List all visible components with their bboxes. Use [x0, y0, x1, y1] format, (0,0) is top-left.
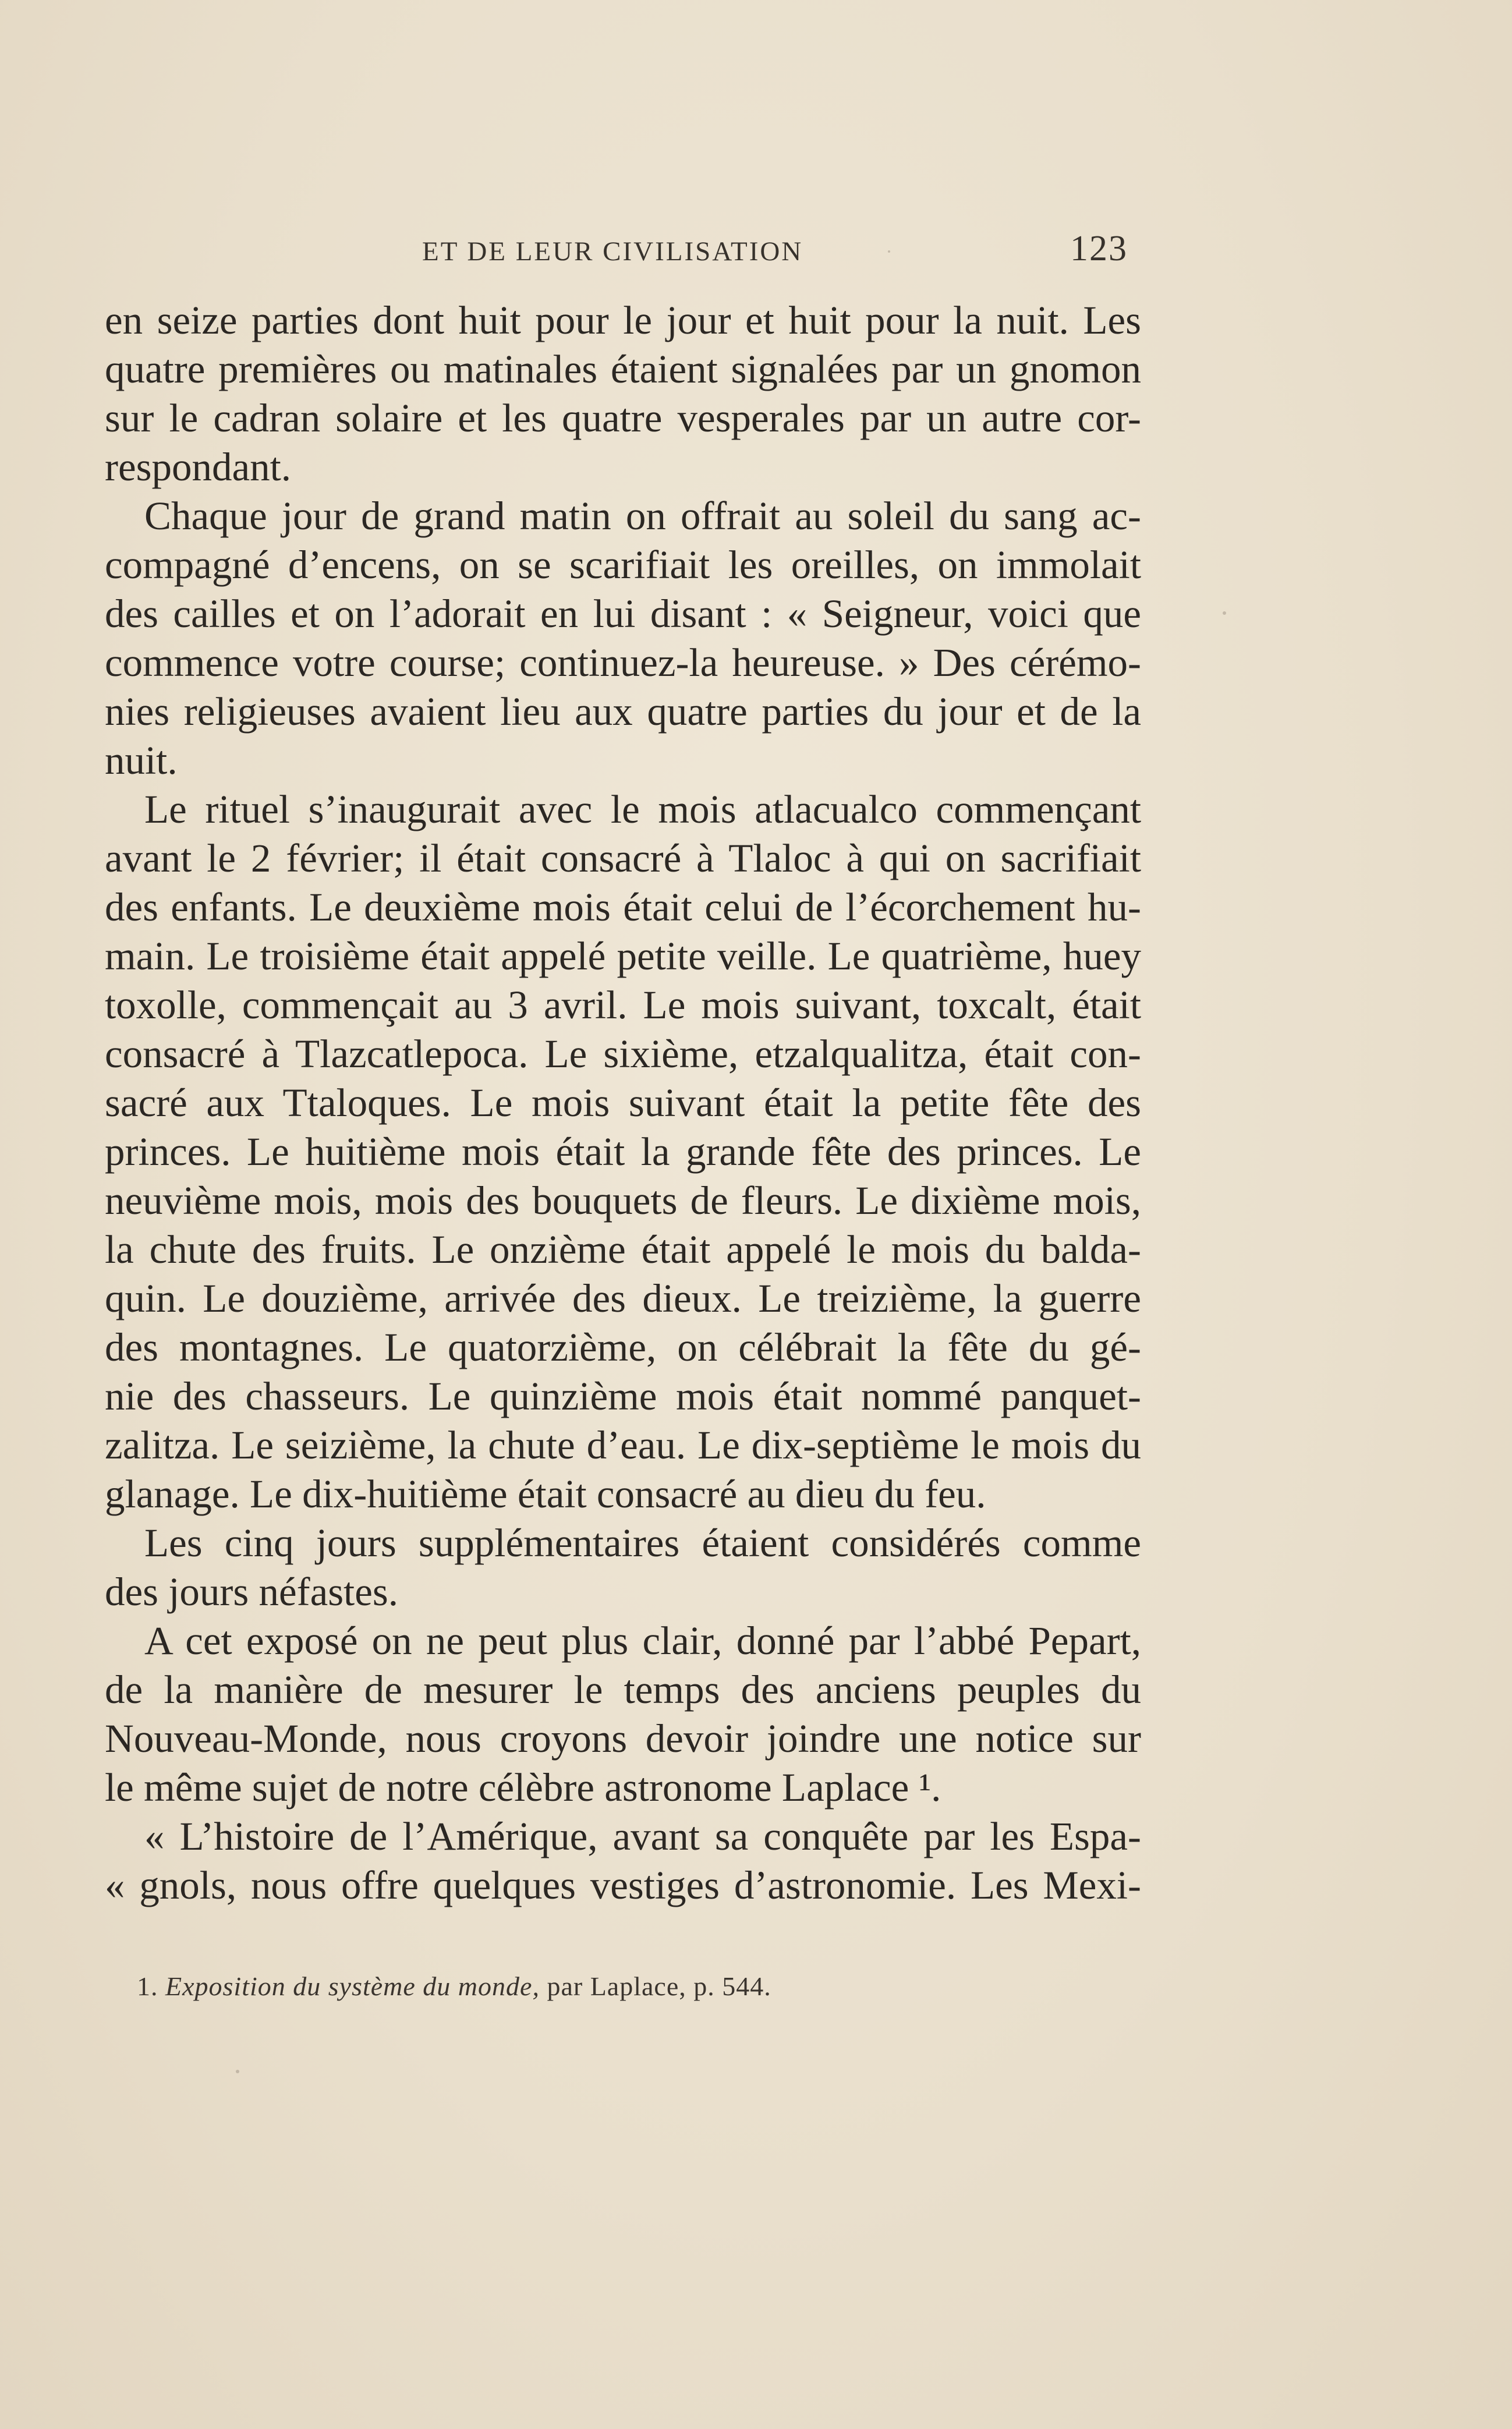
footnote [137, 1971, 771, 2002]
text-line: Chaque jour de grand matin on offrait au soleil du sang ac- [144, 494, 1141, 538]
footnote-rest: par Laplace, p. 544. [547, 1971, 771, 2001]
text-line: princes. Le huitième mois était la grande fête des princes. Le [105, 1129, 1141, 1174]
text-line: sacré aux Ttaloques. Le mois suivant était la petite fête des [105, 1081, 1141, 1125]
text-line: la chute des fruits. Le onzième était appelé le mois du balda- [105, 1227, 1141, 1272]
text-line: A cet exposé on ne peut plus clair, donné par l’abbé Pepart, [144, 1619, 1141, 1663]
text-line: « gnols, nous offre quelques vestiges d’astronomie. Les Mexi- [105, 1863, 1141, 1907]
text-line: « L’histoire de l’Amérique, avant sa conquête par les Espa- [144, 1814, 1141, 1858]
text-line: des montagnes. Le quatorzième, on célébrait la fête du gé- [105, 1325, 1141, 1369]
text-line: Le rituel s’inaugurait avec le mois atlacualco commençant [144, 787, 1141, 831]
text-line: quin. Le douzième, arrivée des dieux. Le treizième, la guerre [105, 1276, 1141, 1320]
text-line: des jours néfastes. [105, 1570, 398, 1614]
footnote-title: Exposition du système du monde, [165, 1971, 540, 2001]
text-line: commence votre course; continuez-la heureuse. » Des cérémo- [105, 640, 1141, 685]
text-line: zalitza. Le seizième, la chute d’eau. Le dix-septième le mois du [105, 1423, 1141, 1467]
paper-speck [1223, 611, 1226, 615]
text-line: Nouveau-Monde, nous croyons devoir joindre une notice sur [105, 1716, 1141, 1761]
text-line: nie des chasseurs. Le quinzième mois était nommé panquet- [105, 1374, 1141, 1418]
text-line: respondant. [105, 445, 292, 489]
text-line: compagné d’encens, on se scarifiait les oreilles, on immolait [105, 543, 1141, 587]
text-line: des cailles et on l’adorait en lui disant : « Seigneur, voici que [105, 592, 1141, 636]
running-head-title: ET DE LEUR CIVILISATION [422, 236, 803, 267]
text-line: main. Le troisième était appelé petite veille. Le quatrième, huey [105, 934, 1141, 978]
text-line: nies religieuses avaient lieu aux quatre parties du jour et de la [105, 689, 1141, 734]
text-line: Les cinq jours supplémentaires étaient considérés comme [144, 1521, 1141, 1565]
text-line: le même sujet de notre célèbre astronome Laplace ¹. [105, 1765, 941, 1810]
footnote-number: 1. [137, 1971, 158, 2001]
text-line: neuvième mois, mois des bouquets de fleurs. Le dixième mois, [105, 1178, 1141, 1223]
text-line: sur le cadran solaire et les quatre vesperales par un autre cor- [105, 396, 1141, 440]
paper-speck [236, 2070, 239, 2073]
text-line: consacré à Tlazcatlepoca. Le sixième, etzalqualitza, était con- [105, 1032, 1141, 1076]
text-line: nuit. [105, 738, 178, 782]
text-line: toxolle, commençait au 3 avril. Le mois suivant, toxcalt, était [105, 983, 1141, 1027]
page-number: 123 [1070, 229, 1128, 268]
text-line: des enfants. Le deuxième mois était celui de l’écorchement hu- [105, 885, 1141, 929]
text-line: avant le 2 février; il était consacré à Tlaloc à qui on sacrifiait [105, 836, 1141, 880]
text-line: glanage. Le dix-huitième était consacré au dieu du feu. [105, 1472, 986, 1516]
text-line: quatre premières ou matinales étaient signalées par un gnomon [105, 347, 1141, 391]
text-line: de la manière de mesurer le temps des anciens peuples du [105, 1667, 1141, 1712]
paper-speck [888, 250, 890, 253]
text-line: en seize parties dont huit pour le jour et huit pour la nuit. Les [105, 298, 1141, 342]
